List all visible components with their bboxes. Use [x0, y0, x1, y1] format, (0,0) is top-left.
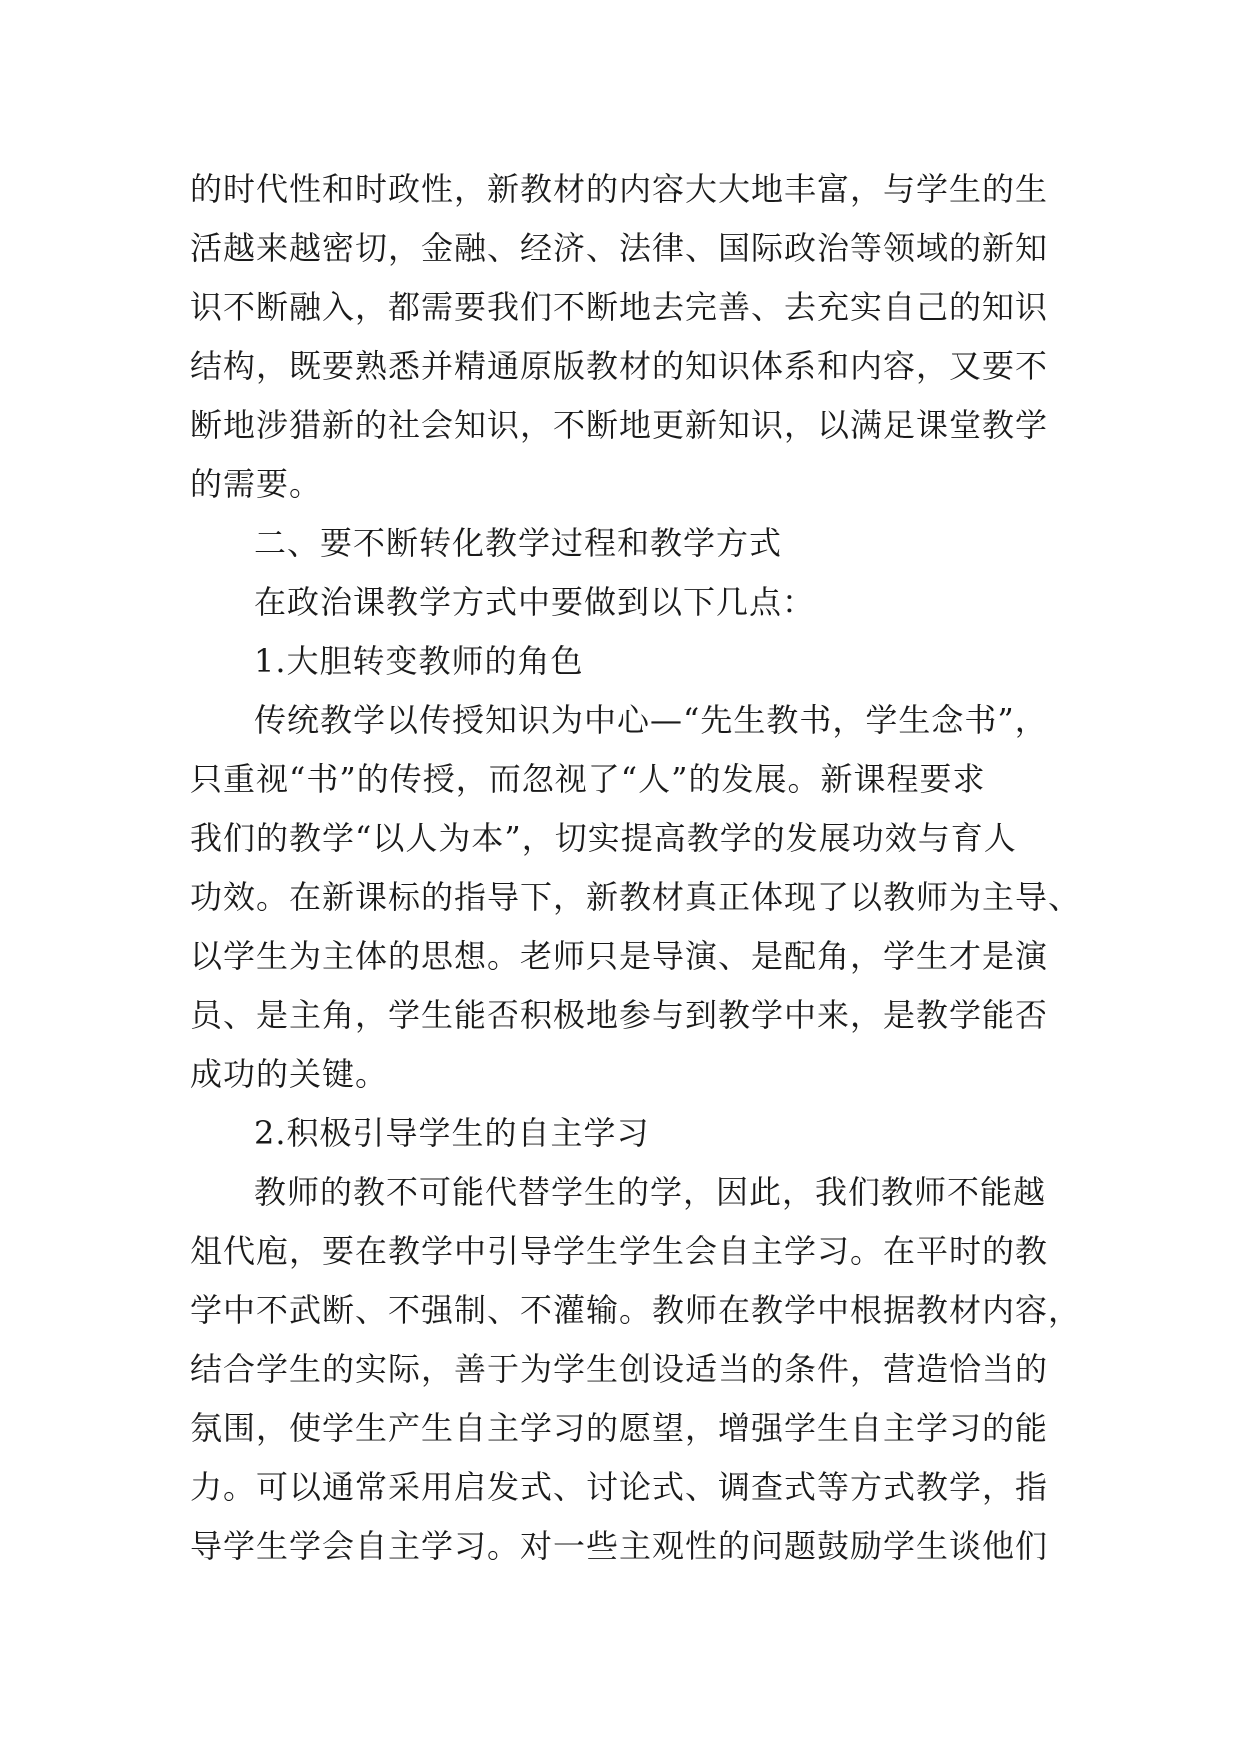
- text-line: 力。可以通常采用启发式、讨论式、调查式等方式教学，指: [190, 1468, 1049, 1506]
- text-line: 的需要。: [190, 465, 323, 503]
- text-line: 活越来越密切，金融、经济、法律、国际政治等领域的新知: [190, 229, 1049, 267]
- text-line: 以学生为主体的思想。老师只是导演、是配角，学生才是演: [190, 937, 1049, 975]
- text-line: 只重视“书”的传授，而忽视了“人”的发展。新课程要求: [190, 760, 986, 798]
- text-line: 传统教学以传授知识为中心—“先生教书，学生念书”，: [254, 701, 1048, 739]
- text-line: 结构，既要熟悉并精通原版教材的知识体系和内容，又要不: [190, 347, 1049, 385]
- text-line: 教师的教不可能代替学生的学，因此，我们教师不能越: [254, 1173, 1047, 1211]
- text-line: 成功的关键。: [190, 1055, 389, 1093]
- text-line: 学中不武断、不强制、不灌输。教师在教学中根据教材内容，: [190, 1291, 1082, 1329]
- text-line: 员、是主角，学生能否积极地参与到教学中来，是教学能否: [190, 996, 1049, 1034]
- text-line: 氛围，使学生产生自主学习的愿望，增强学生自主学习的能: [190, 1409, 1049, 1447]
- text-line: 结合学生的实际，善于为学生创设适当的条件，营造恰当的: [190, 1350, 1049, 1388]
- text-line: 我们的教学“以人为本”，切实提高教学的发展功效与育人: [190, 819, 1017, 857]
- text-line: 在政治课教学方式中要做到以下几点：: [254, 583, 816, 621]
- document-body: [190, 160, 1082, 1576]
- text-line: 导学生学会自主学习。对一些主观性的问题鼓励学生谈他们: [190, 1527, 1049, 1565]
- text-line: 识不断融入，都需要我们不断地去完善、去充实自己的知识: [190, 288, 1049, 326]
- subsection-heading: 2.积极引导学生的自主学习: [254, 1114, 650, 1152]
- section-heading: 二、要不断转化教学过程和教学方式: [254, 524, 783, 562]
- text-line: 断地涉猎新的社会知识，不断地更新知识，以满足课堂教学: [190, 406, 1049, 444]
- text-line: 俎代庖，要在教学中引导学生学生会自主学习。在平时的教: [190, 1232, 1049, 1270]
- subsection-heading: 1.大胆转变教师的角色: [254, 642, 584, 680]
- text-line: 功效。在新课标的指导下，新教材真正体现了以教师为主导、: [190, 878, 1082, 916]
- text-line: 的时代性和时政性，新教材的内容大大地丰富，与学生的生: [190, 170, 1049, 208]
